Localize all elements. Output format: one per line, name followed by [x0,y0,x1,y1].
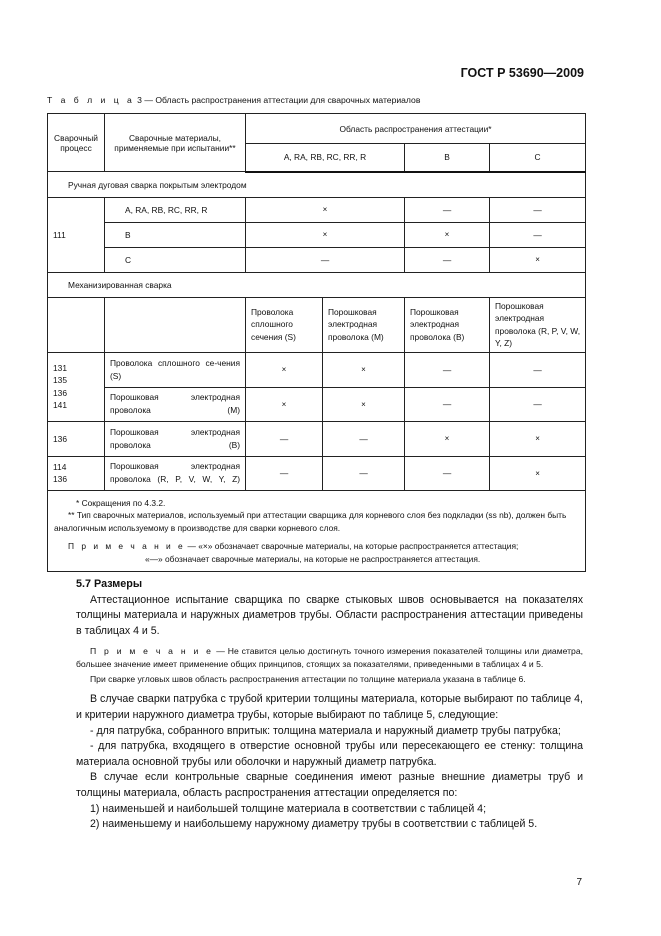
table-note: «—» обозначает сварочные материалы, на которые не распространяется аттестация. [145,553,481,564]
header-scope-col: B [405,144,490,172]
value-cell: × [246,197,405,222]
table-caption [47,95,420,105]
paragraph: В случае сварки патрубка с трубой критерии толщины материала, которые выбирают по таблице 4, и критерии наружного диаметра трубы, которые выбирают по таблице 5, следующие: [76,693,583,721]
value-cell: × [323,352,405,387]
material-cell: B [105,222,246,247]
list-item: 1) наименьшей и наибольшей толщине материала в соответствии с таблицей 4; [90,802,487,815]
value-cell: — [405,352,490,387]
note-text: — «×» обозначает сварочные материалы, на которые распространяется аттестация; [185,541,519,551]
material-cell: C [105,247,246,272]
process-cell: 136 [48,421,105,456]
table-notes [48,490,586,572]
paragraph: Аттестационное испытание сварщика по сварке стыковых швов основывается на показателях толщины материала и наружных диаметров трубы. Области распространения аттестации приведены в таблицах 4 и 5. [76,593,583,637]
caption-text: 3 — Область распространения аттестации для сварочных материалов [134,95,421,105]
value-cell: — [246,421,323,456]
table-row [48,456,586,490]
table-row [48,352,586,387]
section-row: Механизированная сварка [48,272,586,297]
list-item: 2) наименьшему и наибольшему наружному диаметру трубы в соответствии с таблицей 5. [90,818,538,831]
value-cell: — [323,421,405,456]
value-cell: — [246,247,405,272]
value-cell: — [490,197,586,222]
material-cell: Порошковая электродная проволока (B) [105,421,246,456]
process-cell: 111 [48,197,105,272]
page-number: 7 [576,877,582,888]
material-cell: A, RA, RB, RC, RR, R [105,197,246,222]
process-cell: 131 135 136 141 [48,352,105,421]
value-cell: × [246,352,323,387]
section-5-7 [76,577,583,833]
table-row [48,222,586,247]
value-cell: — [405,456,490,490]
value-cell: — [323,456,405,490]
paragraph: - для патрубка, собранного впритык: толщина материала и наружный диаметр трубы патрубка; [90,724,561,737]
note-text: — Не ставится целью достигнуть точного измерения показателей толщины или диаметра, большее значение имеет применение общих принципов, стоящих за показателями, приведенными в таблицах 4 и 5. [76,646,583,670]
material-cell: Порошковая электродная проволока (M) [105,387,246,421]
value-cell: × [490,456,586,490]
value-cell: — [405,247,490,272]
header-scope-col: A, RA, RB, RC, RR, R [246,144,405,172]
value-cell: × [246,222,405,247]
value-cell: × [405,222,490,247]
value-cell: — [246,456,323,490]
paragraph: - для патрубка, входящего в отверстие основной трубы или пересекающего ее стенку: толщина материала основной трубы или оболочки и наружный диаметр патрубка. [76,740,583,768]
note-label: П р и м е ч а н и е [68,541,186,551]
paragraph: В случае если контрольные сварные соединения имеют разные внешние диаметры труб и толщины материала, область распространения аттестации определяется по: [76,771,583,799]
header-materials: Сварочные материалы, применяемые при испытании** [105,114,246,172]
mech-col-header: Порошковая электродная проволока (B) [405,297,490,352]
note [76,645,583,671]
value-cell: × [490,421,586,456]
table-note [54,540,579,553]
footnote: * Сокращения по 4.3.2. [76,497,166,508]
section-heading: 5.7 Размеры [76,578,143,590]
value-cell: × [246,387,323,421]
value-cell: × [405,421,490,456]
value-cell: × [323,387,405,421]
value-cell: — [490,352,586,387]
header-scope: Область распространения аттестации* [246,114,586,144]
material-cell: Порошковая электродная проволока (R, P, V, W, Y, Z) [105,456,246,490]
table-row [48,197,586,222]
mech-col-header: Проволока сплошного сечения (S) [246,297,323,352]
document-id: ГОСТ Р 53690—2009 [460,66,584,80]
value-cell: — [405,387,490,421]
welding-materials-table [47,113,586,572]
value-cell: — [405,197,490,222]
header-process: Сварочный процесс [48,114,105,172]
note-label: П р и м е ч а н и е [90,646,214,657]
section-row: Ручная дуговая сварка покрытым электродом [48,172,586,198]
material-cell: Проволока сплошного се-чения (S) [105,352,246,387]
mech-col-header: Порошковая электродная проволока (R, P, V, W, Y, Z) [490,297,586,352]
footnote: ** Тип сварочных материалов, используемый при аттестации сварщика для корневого слоя без подкладки (ss nb), должен быть аналогичным используемому в производстве для сварки корневого слоя. [54,510,567,533]
table-row [48,421,586,456]
table-row [48,247,586,272]
caption-prefix: Т а б л и ц а [47,95,135,105]
note: При сварке угловых швов область распространения аттестации по толщине материала указана в таблице 6. [90,674,526,685]
process-cell: 114 136 [48,456,105,490]
header-scope-col: C [490,144,586,172]
mech-col-header: Порошковая электродная проволока (M) [323,297,405,352]
value-cell: — [490,222,586,247]
table-row [48,387,586,421]
value-cell: — [490,387,586,421]
value-cell: × [490,247,586,272]
